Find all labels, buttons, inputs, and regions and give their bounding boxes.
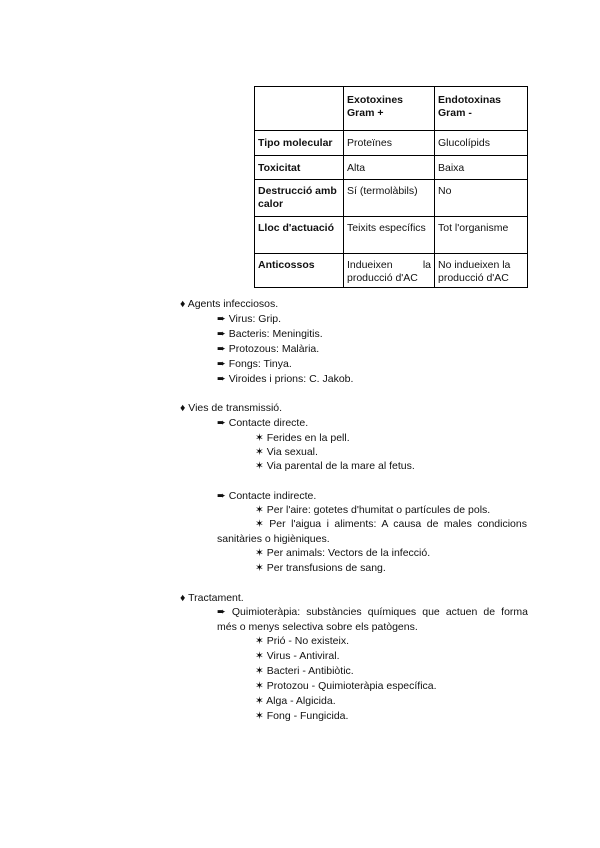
endo-cell: No	[435, 180, 528, 217]
list-item	[217, 327, 323, 341]
section-tractament-heading	[180, 591, 244, 605]
list-item-text: Per l'aigua i aliments: A causa de males condicions sanitàries o higièniques.	[217, 518, 527, 545]
section-agents-heading	[180, 297, 278, 311]
row-label: Tipo molecular	[255, 131, 344, 156]
row-label: Toxicitat	[255, 156, 344, 180]
quimioterapia-paragraph	[217, 605, 528, 634]
list-item-text: Virus - Antiviral.	[266, 650, 340, 662]
section-title: Tractament.	[188, 592, 244, 604]
star-bullet-icon: ✶	[255, 562, 264, 574]
arrow-bullet-icon: ➨	[217, 343, 226, 355]
list-item	[255, 694, 336, 708]
list-item-text: Viroides i prions: C. Jakob.	[228, 373, 354, 385]
list-item	[255, 503, 490, 517]
list-item	[217, 372, 353, 386]
star-bullet-icon: ✶	[255, 460, 264, 472]
star-bullet-icon: ✶	[255, 432, 264, 444]
table-row	[255, 131, 528, 156]
table-row	[255, 217, 528, 254]
table-row	[255, 156, 528, 180]
diamond-bullet-icon: ♦	[180, 298, 186, 310]
header-empty-cell	[255, 87, 344, 131]
arrow-bullet-icon: ➨	[217, 373, 226, 385]
section-title: Vies de transmissió.	[188, 402, 283, 414]
list-item-text: Bacteris: Meningitis.	[228, 328, 323, 340]
table-header-row	[255, 87, 528, 131]
arrow-bullet-icon: ➨	[217, 417, 226, 429]
list-item	[217, 517, 527, 546]
list-item-text: Virus: Grip.	[228, 313, 282, 325]
list-item-text: Per transfusions de sang.	[266, 562, 386, 574]
list-item	[255, 459, 415, 473]
list-item-text: Protozou - Quimioteràpia específica.	[266, 680, 437, 692]
exo-cell: Teixits específics	[344, 217, 435, 254]
exo-cell: Proteïnes	[344, 131, 435, 156]
endo-cell: Tot l'organisme	[435, 217, 528, 254]
star-bullet-icon: ✶	[255, 504, 264, 516]
list-item-text: Bacteri - Antibiòtic.	[266, 665, 354, 677]
row-label: Anticossos	[255, 254, 344, 288]
star-bullet-icon: ✶	[255, 680, 264, 692]
star-bullet-icon: ✶	[255, 695, 264, 707]
section-vies-heading	[180, 401, 282, 415]
arrow-bullet-icon: ➨	[217, 490, 226, 502]
list-item	[255, 679, 437, 693]
paragraph-text: Quimioteràpia: substàncies químiques que actuen de forma més o menys selectiva sobre els patògens.	[217, 606, 528, 633]
list-item-text: Per animals: Vectors de la infecció.	[266, 547, 431, 559]
star-bullet-icon: ✶	[255, 650, 264, 662]
diamond-bullet-icon: ♦	[180, 402, 186, 414]
star-bullet-icon: ✶	[255, 518, 264, 530]
subsection-title: Contacte indirecte.	[228, 490, 317, 502]
list-item	[255, 664, 354, 678]
list-item	[217, 357, 292, 371]
endo-cell: Baixa	[435, 156, 528, 180]
list-item-text: Via sexual.	[266, 446, 318, 458]
exo-cell: Alta	[344, 156, 435, 180]
header-exotoxines: Exotoxines Gram +	[344, 87, 435, 131]
list-item-text: Alga - Algicida.	[266, 695, 336, 707]
diamond-bullet-icon: ♦	[180, 592, 186, 604]
list-item	[255, 709, 348, 723]
arrow-bullet-icon: ➨	[217, 358, 226, 370]
exo-cell: Sí (termolàbils)	[344, 180, 435, 217]
table-row	[255, 180, 528, 217]
endo-cell: No indueixen la producció d'AC	[435, 254, 528, 288]
star-bullet-icon: ✶	[255, 710, 264, 722]
row-label: Destrucció amb calor	[255, 180, 344, 217]
subsection-title: Contacte directe.	[228, 417, 309, 429]
arrow-bullet-icon: ➨	[217, 606, 226, 618]
list-item-text: Via parental de la mare al fetus.	[266, 460, 415, 472]
star-bullet-icon: ✶	[255, 446, 264, 458]
list-item	[255, 445, 318, 459]
list-item	[255, 634, 349, 648]
header-endotoxinas: Endotoxinas Gram -	[435, 87, 528, 131]
list-item	[255, 546, 430, 560]
subsection-indirect	[217, 489, 316, 503]
arrow-bullet-icon: ➨	[217, 328, 226, 340]
list-item	[217, 342, 319, 356]
section-title: Agents infecciosos.	[187, 298, 279, 310]
row-label: Lloc d'actuació	[255, 217, 344, 254]
arrow-bullet-icon: ➨	[217, 313, 226, 325]
star-bullet-icon: ✶	[255, 547, 264, 559]
list-item	[255, 431, 350, 445]
toxin-comparison-table	[254, 86, 528, 288]
list-item-text: Prió - No existeix.	[266, 635, 350, 647]
table-row	[255, 254, 528, 288]
list-item-text: Ferides en la pell.	[266, 432, 350, 444]
list-item	[255, 649, 339, 663]
list-item	[255, 561, 386, 575]
star-bullet-icon: ✶	[255, 635, 264, 647]
list-item-text: Fongs: Tinya.	[228, 358, 292, 370]
star-bullet-icon: ✶	[255, 665, 264, 677]
endo-cell: Glucolípids	[435, 131, 528, 156]
list-item-text: Per l'aire: gotetes d'humitat o partícules de pols.	[266, 504, 491, 516]
list-item	[217, 312, 281, 326]
list-item-text: Fong - Fungicida.	[266, 710, 349, 722]
subsection-direct	[217, 416, 308, 430]
exo-cell: Indueixen la producció d'AC	[344, 254, 435, 288]
list-item-text: Protozous: Malària.	[228, 343, 320, 355]
